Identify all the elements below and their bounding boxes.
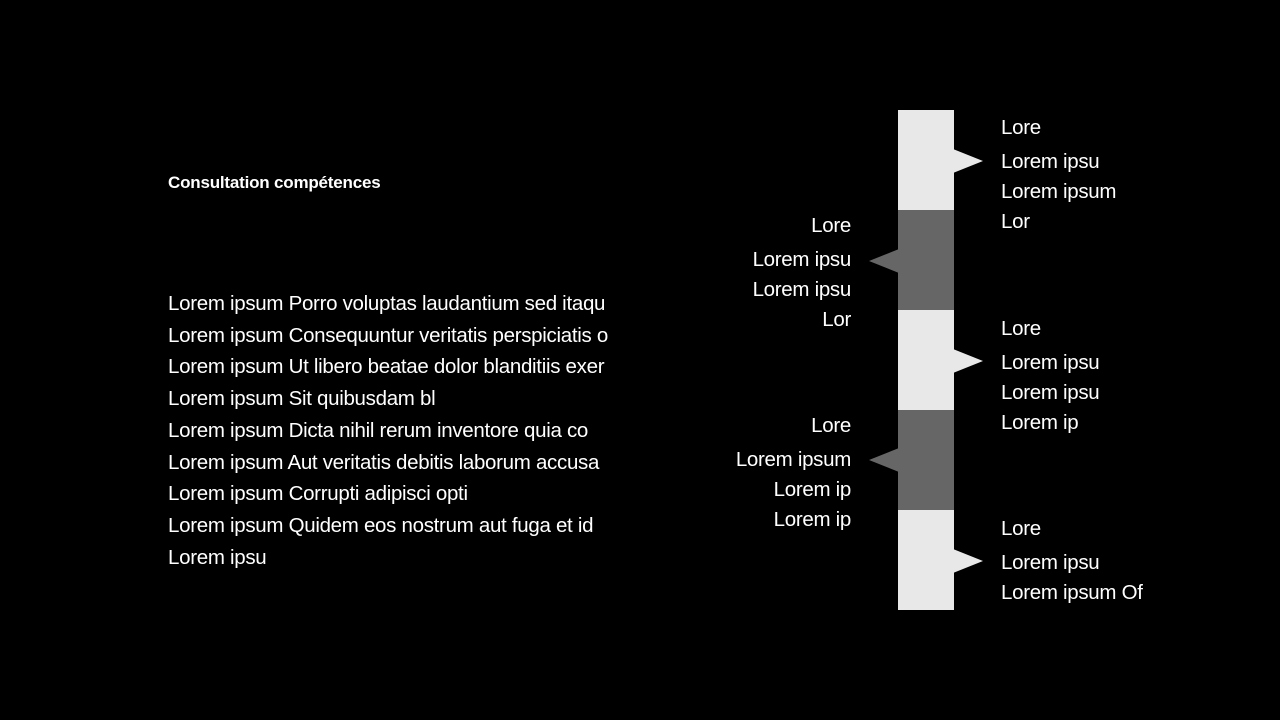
timeline-label-heading: Lore — [1001, 116, 1041, 139]
timeline-label-heading: Lore — [1001, 317, 1041, 340]
timeline-segment-2 — [898, 210, 954, 310]
timeline-segment-4 — [898, 410, 954, 510]
timeline-label-line: Lorem ip — [1001, 411, 1079, 434]
timeline-label-line: Lorem ipsu — [752, 248, 851, 271]
timeline-label-5 — [1001, 514, 1143, 608]
timeline-label-line: Lorem ipsum — [1001, 180, 1117, 203]
timeline-label-line: Lorem ipsu — [1001, 150, 1100, 173]
timeline-label-2 — [753, 211, 851, 335]
body-line: Lorem ipsum Dicta nihil rerum inventore quia co — [168, 418, 589, 442]
timeline-label-line: Lorem ipsum Of — [1001, 581, 1143, 604]
timeline-label-4 — [736, 411, 851, 535]
timeline-label-heading: Lore — [811, 214, 851, 237]
timeline-label-heading: Lore — [1001, 517, 1041, 540]
timeline-label-3 — [1001, 314, 1099, 438]
timeline-label-line: Lorem ipsum — [735, 448, 851, 471]
timeline-label-line: Lorem ip — [773, 478, 851, 501]
timeline-label-line: Lorem ip — [773, 508, 851, 531]
timeline-label-line: Lorem ipsu — [1001, 381, 1100, 404]
body-line: Lorem ipsum Quidem eos nostrum aut fuga et id — [168, 513, 594, 537]
pointer-right-icon — [953, 349, 983, 373]
body-line: Lorem ipsum Aut veritatis debitis laborum accusa — [168, 450, 600, 474]
timeline-label-line: Lor — [1001, 210, 1030, 233]
timeline-segment-5 — [898, 510, 954, 610]
body-line: Lorem ipsum Corrupti adipisci opti — [168, 482, 468, 506]
body-line: Lorem ipsum Ut libero beatae dolor blanditiis exer — [168, 355, 605, 379]
timeline-segment-3 — [898, 310, 954, 410]
timeline-label-line: Lorem ipsu — [752, 278, 851, 301]
timeline-label-line: Lorem ipsu — [1001, 351, 1100, 374]
body-line: Lorem ipsum Consequuntur veritatis perspiciatis o — [168, 323, 608, 347]
body-line: Lorem ipsum Porro voluptas laudantium sed itaqu — [168, 292, 606, 315]
pointer-right-icon — [953, 549, 983, 573]
slide-title: Consultation compétences — [168, 173, 381, 192]
timeline-label-line: Lor — [822, 308, 851, 331]
timeline-segment-1 — [898, 110, 954, 210]
pointer-left-icon — [869, 249, 899, 273]
pointer-right-icon — [953, 149, 983, 173]
timeline-label-1 — [1001, 113, 1116, 237]
timeline-label-line: Lorem ipsu — [1001, 551, 1100, 574]
body-line: Lorem ipsu — [168, 545, 267, 569]
pointer-left-icon — [869, 448, 899, 472]
body-text — [168, 288, 608, 573]
timeline-label-heading: Lore — [811, 414, 851, 437]
body-line: Lorem ipsum Sit quibusdam bl — [168, 387, 436, 411]
